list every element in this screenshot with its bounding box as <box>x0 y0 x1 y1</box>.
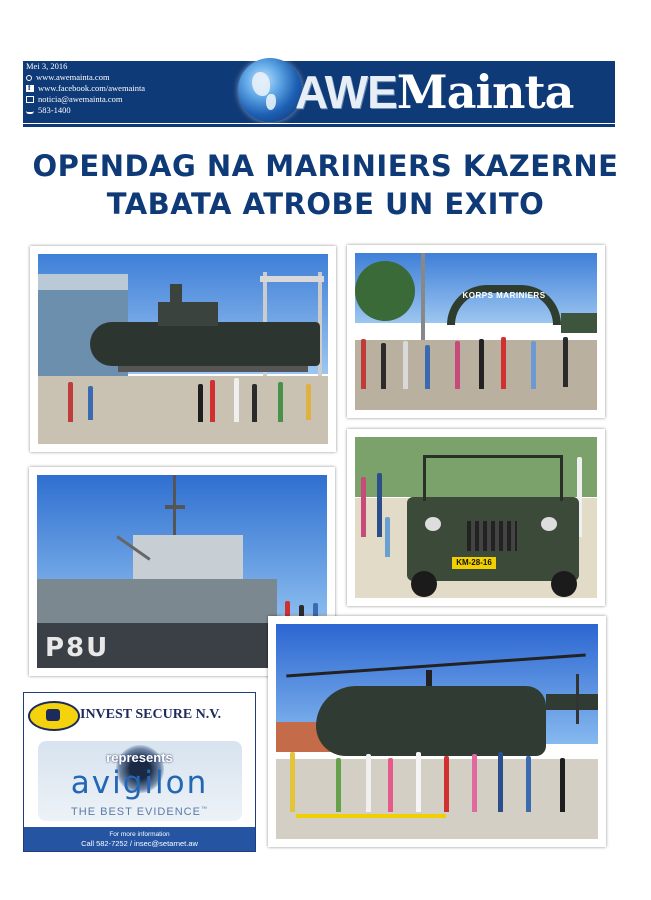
date-row <box>26 61 145 72</box>
advertisement-invest-secure[interactable] <box>23 692 256 852</box>
brand-logo[interactable] <box>295 66 573 118</box>
phone-row <box>26 105 145 116</box>
brand-awe: AWE <box>295 66 397 118</box>
phone-text: 583-1400 <box>38 105 71 115</box>
ad-brand-avigilon: avigilon <box>70 765 209 801</box>
hull-number: P8U <box>45 633 110 663</box>
ad-company-name: INVEST SECURE N.V. <box>80 707 222 722</box>
email-link[interactable]: noticia@awemainta.com <box>38 94 123 104</box>
date-text: Mei 3, 2016 <box>26 61 68 71</box>
headline-line-2: TABATA ATROBE UN EXITO <box>106 187 545 221</box>
brand-mainta: Mainta <box>396 65 574 119</box>
email-icon <box>26 96 34 103</box>
photo-boat-frame <box>30 246 336 452</box>
photo-helicopter[interactable] <box>276 624 598 839</box>
ad-info-line-2[interactable]: Call 582-7252 / insec@setarnet.aw <box>81 839 198 848</box>
globe-icon <box>26 75 32 81</box>
masthead <box>23 61 615 123</box>
headline <box>0 147 651 223</box>
ad-slogan <box>24 806 255 818</box>
invest-secure-logo <box>28 701 80 731</box>
globe-logo <box>238 58 302 122</box>
photo-korps-mariniers-gate[interactable] <box>355 253 597 410</box>
facebook-link[interactable]: www.facebook.com/awemainta <box>38 83 146 93</box>
website-link[interactable]: www.awemainta.com <box>36 72 110 82</box>
ad-footer <box>24 827 255 851</box>
ad-header <box>24 693 255 739</box>
facebook-row[interactable] <box>26 83 145 94</box>
website-row[interactable] <box>26 72 145 83</box>
gate-sign-text: KORPS MARINIERS <box>462 291 546 300</box>
photo-military-jeep[interactable] <box>355 437 597 598</box>
photo-boat-on-trailer[interactable] <box>38 254 328 444</box>
headline-line-1: OPENDAG NA MARINIERS KAZERNE <box>32 149 619 183</box>
photo-helicopter-frame <box>268 616 606 847</box>
photo-gate-frame <box>347 245 605 418</box>
ad-info-line-1: For more information <box>109 831 170 838</box>
contact-info <box>26 61 145 116</box>
photo-jeep-frame <box>347 429 605 606</box>
ad-slogan-text: THE BEST EVIDENCE <box>71 806 201 818</box>
phone-icon <box>26 107 34 114</box>
masthead-rule <box>23 124 615 127</box>
facebook-icon <box>26 85 34 92</box>
ad-represents: represents <box>106 750 173 765</box>
license-plate: KM-28-16 <box>452 557 496 569</box>
ad-slogan-mark: ™ <box>200 806 208 813</box>
email-row[interactable] <box>26 94 145 105</box>
